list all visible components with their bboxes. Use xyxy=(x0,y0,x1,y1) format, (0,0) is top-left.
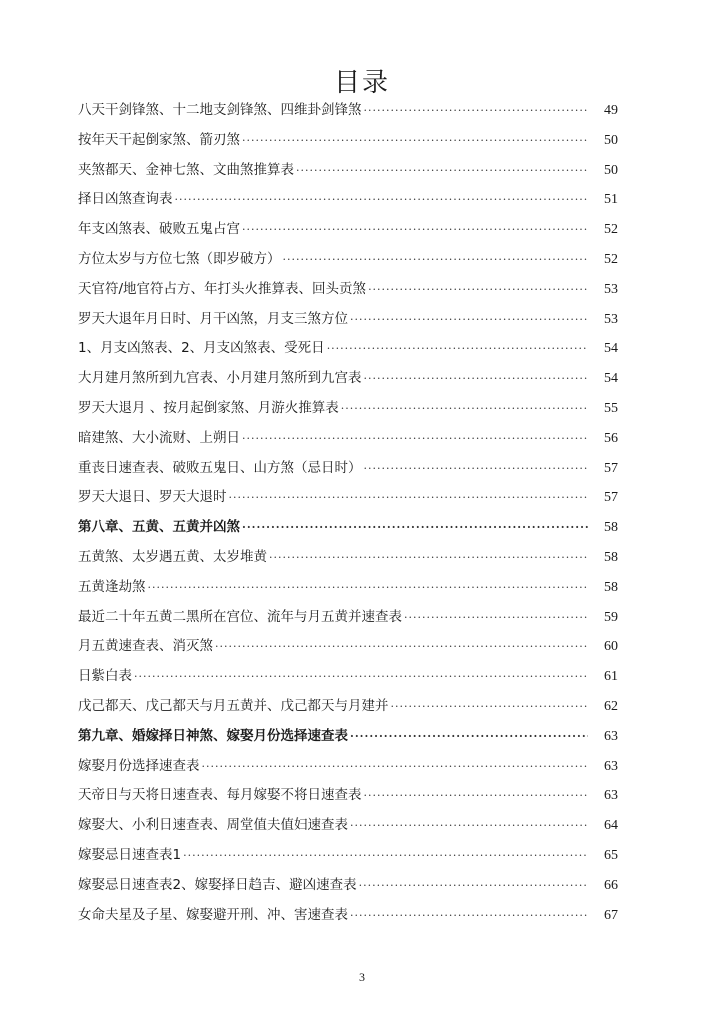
toc-entry xyxy=(78,871,618,901)
toc-entry-page: 60 xyxy=(604,639,618,655)
toc-entry-page: 63 xyxy=(604,728,618,744)
dot-leader xyxy=(391,692,589,722)
toc-entry-page: 54 xyxy=(604,341,618,357)
toc-entry-page: 57 xyxy=(604,460,618,476)
toc-entry-title: 择日凶煞查询表 xyxy=(78,191,173,208)
toc-entry xyxy=(78,811,618,841)
dot-leader xyxy=(368,275,588,305)
toc-entry-page: 66 xyxy=(604,877,618,893)
toc-entry-page: 65 xyxy=(604,847,618,863)
dot-leader xyxy=(364,454,589,484)
toc-entry xyxy=(78,215,618,245)
toc-entry-page: 62 xyxy=(604,698,618,714)
toc-entry-title: 嫁娶忌日速查表2、嫁娶择日趋吉、避凶速查表 xyxy=(78,876,357,893)
dot-leader xyxy=(242,215,588,245)
dot-leader xyxy=(134,662,588,692)
toc-entry-title: 天官符/地官符占方、年打头火推算表、回头贡煞 xyxy=(78,280,367,297)
toc-entry-page: 50 xyxy=(604,132,618,148)
toc-entry-page: 64 xyxy=(604,818,618,834)
dot-leader xyxy=(242,513,588,543)
dot-leader xyxy=(269,543,588,573)
dot-leader xyxy=(229,483,589,513)
dot-leader xyxy=(359,871,588,901)
dot-leader xyxy=(350,811,588,841)
dot-leader xyxy=(148,573,589,603)
toc-entry xyxy=(78,305,618,335)
toc-entry-title: 嫁娶忌日速查表1 xyxy=(78,846,182,863)
toc-entry-title: 年支凶煞表、破败五鬼占宫 xyxy=(78,221,240,238)
dot-leader xyxy=(242,126,588,156)
toc-entry-page: 50 xyxy=(604,162,618,178)
toc-entry xyxy=(78,841,618,871)
toc-entry xyxy=(78,454,618,484)
toc-entry xyxy=(78,543,618,573)
toc-entry xyxy=(78,901,618,931)
dot-leader xyxy=(350,901,588,931)
toc-entry-title: 罗天大退月 、按月起倒家煞、月游火推算表 xyxy=(78,399,339,416)
toc-entry xyxy=(78,573,618,603)
toc-entry-page: 52 xyxy=(604,222,618,238)
toc-entry-title: 月五黄速查表、消灭煞 xyxy=(78,638,213,655)
toc-entry xyxy=(78,245,618,275)
toc-entry-title: 按年天干起倒家煞、箭刃煞 xyxy=(78,131,240,148)
toc-entry-page: 53 xyxy=(604,281,618,297)
dot-leader xyxy=(364,96,589,126)
toc-entry-page: 51 xyxy=(604,192,618,208)
toc-entry-title: 夹煞都天、金神七煞、文曲煞推算表 xyxy=(78,161,294,178)
dot-leader xyxy=(364,781,589,811)
toc-entry-page: 52 xyxy=(604,251,618,267)
toc-entry xyxy=(78,603,618,633)
toc-entry xyxy=(78,156,618,186)
toc-entry-page: 63 xyxy=(604,758,618,774)
table-of-contents xyxy=(78,96,618,930)
toc-entry xyxy=(78,752,618,782)
dot-leader xyxy=(404,603,588,633)
toc-entry-title: 戊己都天、戊己都天与月五黄并、戊己都天与月建并 xyxy=(78,697,389,714)
toc-entry-page: 58 xyxy=(604,549,618,565)
toc-chapter-heading xyxy=(78,513,618,543)
toc-entry-title: 1、月支凶煞表、2、月支凶煞表、受死日 xyxy=(78,340,325,357)
toc-entry-title: 罗天大退年月日时、月干凶煞，月支三煞方位 xyxy=(78,310,348,327)
toc-entry-title: 嫁娶月份选择速查表 xyxy=(78,757,200,774)
toc-entry xyxy=(78,424,618,454)
toc-entry-page: 56 xyxy=(604,430,618,446)
dot-leader xyxy=(350,305,588,335)
dot-leader xyxy=(296,156,588,186)
toc-entry-title: 女命夫星及子星、嫁娶避开刑、冲、害速查表 xyxy=(78,906,348,923)
toc-entry xyxy=(78,662,618,692)
dot-leader xyxy=(175,185,589,215)
toc-entry-page: 53 xyxy=(604,311,618,327)
toc-entry xyxy=(78,483,618,513)
toc-entry xyxy=(78,632,618,662)
toc-entry-title: 日紫白表 xyxy=(78,668,132,685)
toc-entry xyxy=(78,96,618,126)
toc-entry-title: 方位太岁与方位七煞（即岁破方） xyxy=(78,250,281,267)
toc-entry-page: 58 xyxy=(604,520,618,536)
toc-entry-title: 重丧日速查表、破败五鬼日、山方煞（忌日时） xyxy=(78,459,362,476)
dot-leader xyxy=(350,722,588,752)
dot-leader xyxy=(215,632,588,662)
toc-entry-page: 67 xyxy=(604,907,618,923)
dot-leader xyxy=(327,334,588,364)
toc-entry xyxy=(78,275,618,305)
toc-entry-title: 大月建月煞所到九宫表、小月建月煞所到九宫表 xyxy=(78,370,362,387)
toc-entry xyxy=(78,334,618,364)
toc-entry-page: 54 xyxy=(604,371,618,387)
dot-leader xyxy=(364,364,589,394)
dot-leader xyxy=(283,245,589,275)
toc-entry-title: 嫁娶大、小利日速查表、周堂值夫值妇速查表 xyxy=(78,817,348,834)
toc-entry-title: 五黄逢劫煞 xyxy=(78,578,146,595)
toc-entry-title: 罗天大退日、罗天大退时 xyxy=(78,489,227,506)
toc-entry-title: 暗建煞、大小流财、上朔日 xyxy=(78,429,240,446)
toc-entry-page: 49 xyxy=(604,103,618,118)
toc-entry-page: 59 xyxy=(604,609,618,625)
toc-chapter-heading xyxy=(78,722,618,752)
toc-entry-page: 57 xyxy=(604,490,618,506)
page-number: 3 xyxy=(359,970,365,984)
toc-entry xyxy=(78,394,618,424)
toc-entry-page: 61 xyxy=(604,669,618,685)
dot-leader xyxy=(183,841,588,871)
toc-entry-title: 最近二十年五黄二黑所在宫位、流年与月五黄并速查表 xyxy=(78,608,402,625)
toc-entry-page: 55 xyxy=(604,400,618,416)
toc-entry xyxy=(78,692,618,722)
toc-entry-title: 第八章、五黄、五黄并凶煞 xyxy=(78,519,240,536)
toc-entry-title: 第九章、婚嫁择日神煞、嫁娶月份选择速查表 xyxy=(78,727,348,744)
toc-entry-title: 五黄煞、太岁遇五黄、太岁堆黄 xyxy=(78,548,267,565)
dot-leader xyxy=(202,752,589,782)
toc-entry xyxy=(78,185,618,215)
toc-entry xyxy=(78,781,618,811)
toc-entry xyxy=(78,126,618,156)
toc-entry-title: 天帝日与天将日速查表、每月嫁娶不将日速查表 xyxy=(78,787,362,804)
toc-entry-page: 63 xyxy=(604,788,618,804)
toc-entry-page: 58 xyxy=(604,579,618,595)
dot-leader xyxy=(242,424,588,454)
dot-leader xyxy=(341,394,588,424)
page-title: 目录 xyxy=(333,68,390,98)
toc-entry xyxy=(78,364,618,394)
toc-entry-title: 八天干剑锋煞、十二地支剑锋煞、四维卦剑锋煞 xyxy=(78,102,362,118)
